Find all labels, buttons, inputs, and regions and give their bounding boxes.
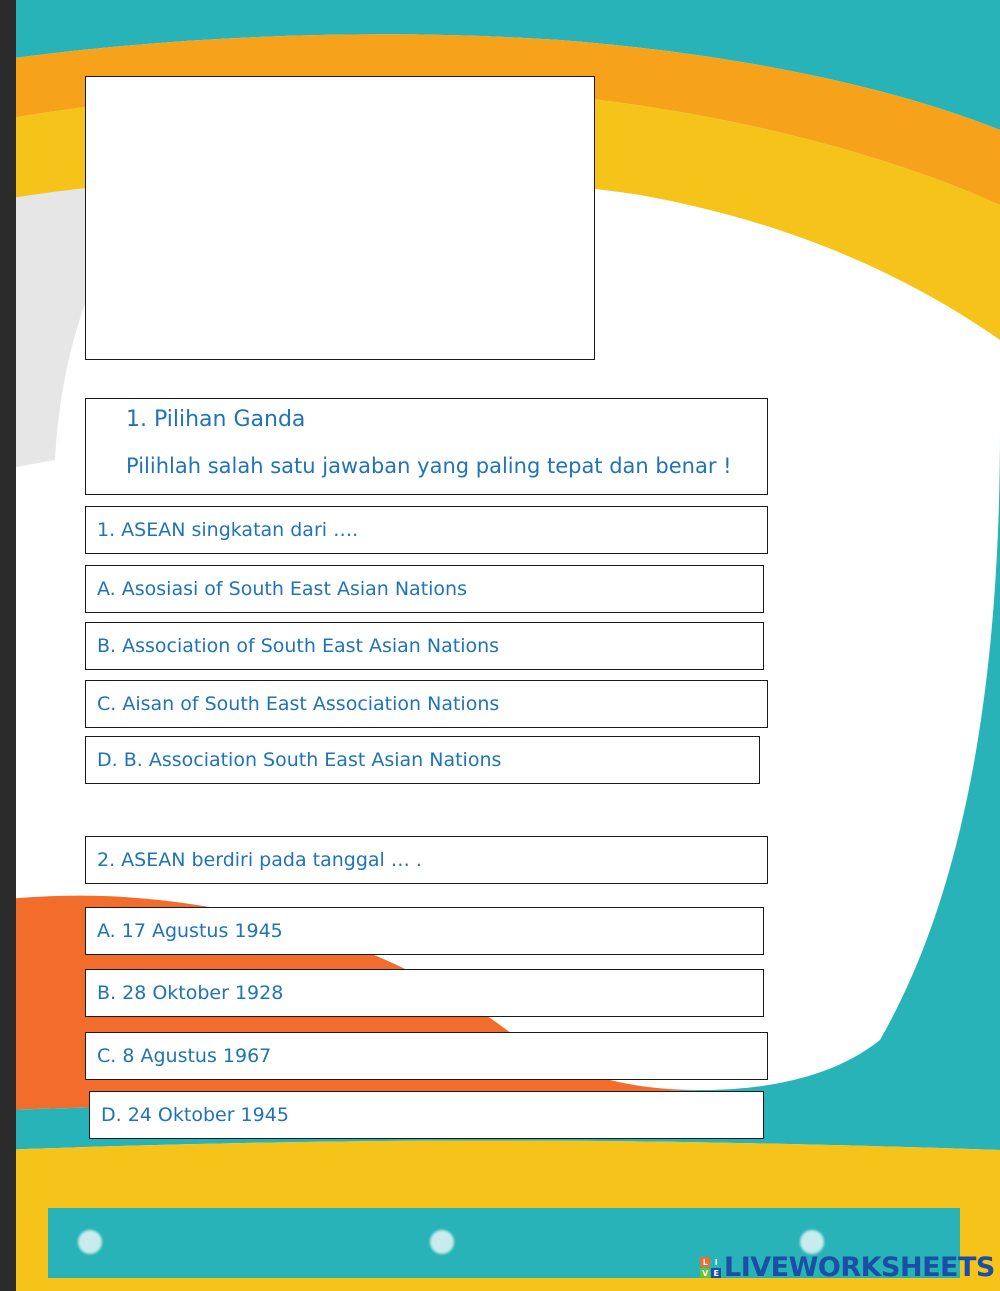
option-2d[interactable]: D. 24 Oktober 1945 xyxy=(89,1091,764,1139)
option-2b[interactable]: B. 28 Oktober 1928 xyxy=(85,969,764,1017)
question-2: 2. ASEAN berdiri pada tanggal … . xyxy=(85,836,768,884)
liveworksheets-logo xyxy=(700,1252,995,1283)
option-2a[interactable]: A. 17 Agustus 1945 xyxy=(85,907,764,955)
footer-item-3 xyxy=(800,1230,824,1254)
footer-item-2 xyxy=(430,1230,454,1254)
option-1b[interactable]: B. Association of South East Asian Nations xyxy=(85,622,764,670)
option-2c[interactable]: C. 8 Agustus 1967 xyxy=(85,1032,768,1080)
left-edge-strip xyxy=(0,0,16,1291)
social-icon xyxy=(800,1230,824,1254)
option-1d[interactable]: D. B. Association South East Asian Nations xyxy=(85,736,760,784)
web-icon xyxy=(78,1230,102,1254)
liveworksheets-logo-icon: L I V E xyxy=(700,1257,721,1278)
footer-item-1 xyxy=(78,1230,102,1254)
option-1a[interactable]: A. Asosiasi of South East Asian Nations xyxy=(85,565,764,613)
web-icon xyxy=(430,1230,454,1254)
image-placeholder xyxy=(85,76,595,360)
section-header xyxy=(85,398,768,495)
section-title: 1. Pilihan Ganda xyxy=(126,407,306,432)
section-instruction: Pilihlah salah satu jawaban yang paling tepat dan benar ! xyxy=(126,454,732,478)
option-1c[interactable]: C. Aisan of South East Association Nations xyxy=(85,680,768,728)
question-1: 1. ASEAN singkatan dari …. xyxy=(85,506,768,554)
brand-name: LIVEWORKSHEETS xyxy=(724,1252,995,1283)
